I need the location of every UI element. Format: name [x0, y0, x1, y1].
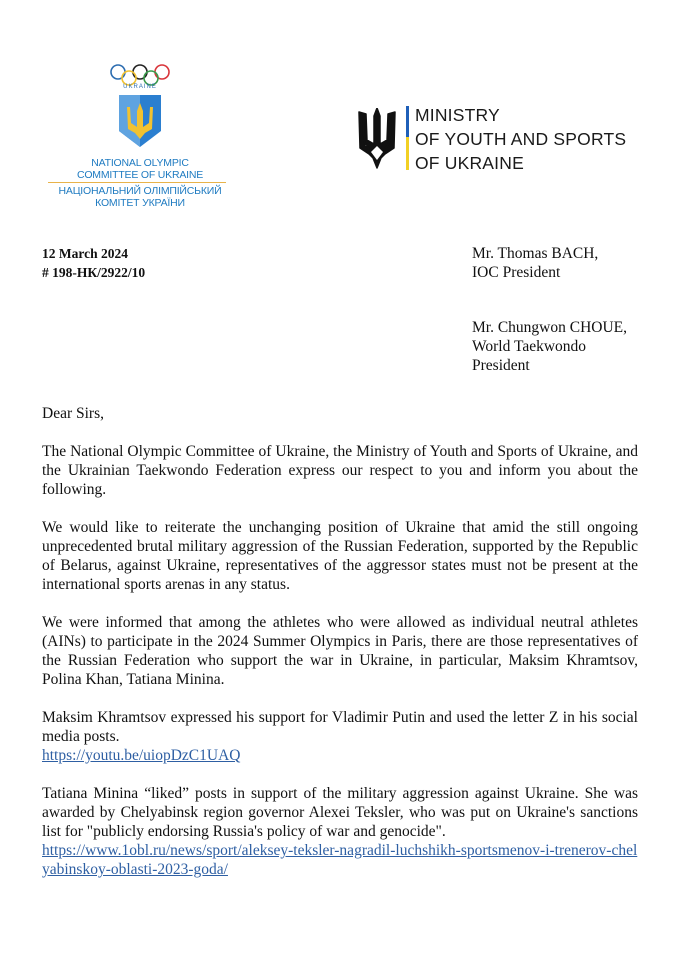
paragraph-athletes: We were informed that among the athletes who were allowed as individual neutral athletes (AINs) to participate in the 2024 Summer Olympics in Paris, there are those representatives of the Russian Federation who support the war in Ukraine, in particular, Maksim Khramtsov, Polina Khan, Tatiana Minina.: [42, 614, 638, 688]
paragraph-minina: [42, 784, 638, 879]
ministry-bar-yellow: [406, 137, 409, 170]
noc-country-label: UKRAINE: [123, 84, 157, 90]
ministry-name: MINISTRY OF YOUTH AND SPORTS OF UKRAINE: [415, 105, 627, 173]
olympic-rings-icon: [108, 64, 172, 86]
salutation: Dear Sirs,: [42, 405, 104, 422]
minina-text: Tatiana Minina “liked” posts in support of the military aggression against Ukraine. She was awarded by Chelyabinsk region governor Alexei Teksler, who was put on Ukraine's sanctions list for "publicly endorsing Russia's policy of war and genocide".: [42, 785, 638, 840]
minina-link[interactable]: https://www.1obl.ru/news/sport/aleksey-teksler-nagradil-luchshikh-sportsmenov-i-trenerov-chelyabinskoy-oblasti-2023-goda/: [42, 842, 638, 878]
noc-divider: [48, 182, 226, 183]
recipient-bach: Mr. Thomas BACH, IOC President: [472, 245, 599, 281]
paragraph-intro: The National Olympic Committee of Ukraine, the Ministry of Youth and Sports of Ukraine, and the Ukrainian Taekwondo Federation express our respect to you and inform you about the following.: [42, 443, 638, 498]
noc-name-en: NATIONAL OLYMPIC COMMITTEE OF UKRAINE: [76, 157, 204, 181]
trident-icon: [357, 108, 397, 170]
recipient-choue: Mr. Chungwon CHOUE, World Taekwondo President: [472, 319, 628, 374]
khramtsov-text: Maksim Khramtsov expressed his support for Vladimir Putin and used the letter Z in his social media posts.: [42, 709, 638, 745]
letter-body: [42, 404, 638, 898]
letter-date: 12 March 2024: [42, 246, 128, 261]
date-reference-block: [42, 244, 145, 282]
letter-reference: # 198-НК/2922/10: [42, 265, 146, 280]
paragraph-position: We would like to reiterate the unchanging position of Ukraine that amid the still ongoing unprecedented brutal military aggression of the Russian Federation, supported by the Republic of Belarus, against Ukraine, representatives of the aggressor states must not be present at the international sports arenas in any status.: [42, 519, 638, 593]
ministry-bar-blue: [406, 106, 409, 137]
noc-shield-icon: [117, 93, 163, 149]
khramtsov-link[interactable]: https://youtu.be/uiopDzC1UAQ: [42, 747, 241, 764]
paragraph-khramtsov: [42, 708, 638, 765]
noc-name-ua: НАЦІОНАЛЬНИЙ ОЛІМПІЙСЬКИЙ КОМІТЕТ УКРАЇНИ: [58, 185, 222, 209]
